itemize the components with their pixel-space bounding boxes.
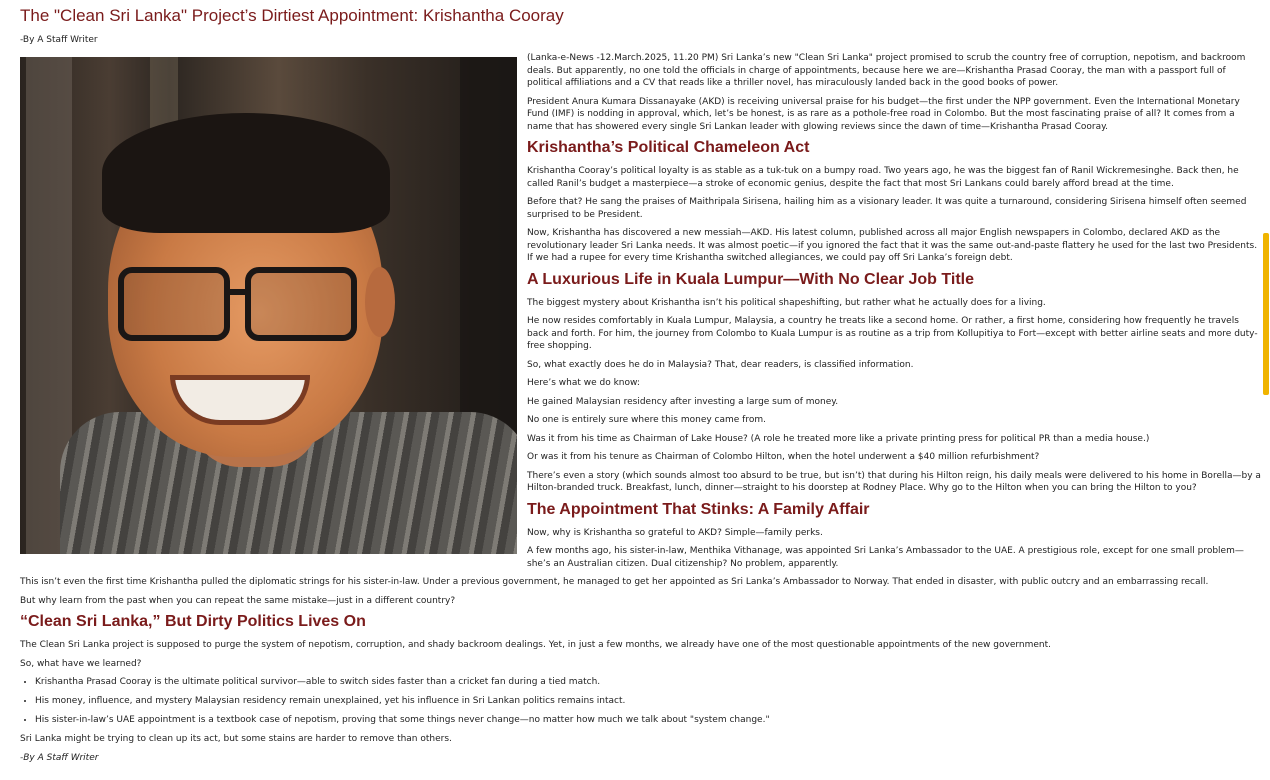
paragraph: Here’s what we do know: [527, 378, 640, 388]
paragraph: A few months ago, his sister-in-law, Menthika Vithanage, was appointed Sri Lanka’s Ambassador to the UAE. A prestigious role, except for one small problem—she’s an Australian citizen. Dual citizenship? No problem, apparently. [527, 546, 1244, 569]
paragraph: There’s even a story (which sounds almost too absurd to be true, but isn’t) that during his Hilton reign, his daily meals were delivered to his home in Borella—by a Hilton-branded truck. Breakfast, lunch, dinner—straight to his doorstep at Rodney Place. Why go to the Hilton when you can bring the Hilton to you? [527, 470, 1261, 493]
list-item: • His sister-in-law’s UAE appointment is a textbook case of nepotism, proving that some things never change—no matter how much we talk about "system change." [35, 714, 1262, 727]
paragraph: The Clean Sri Lanka project is supposed to purge the system of nepotism, corruption, and shady backroom dealings. Yet, in just a few months, we already have one of the most questionable appointments of the new government. [20, 640, 1052, 650]
author-photo [20, 57, 517, 554]
paragraph: But why learn from the past when you can repeat the same mistake—just in a different country? [20, 595, 456, 606]
paragraph: Now, Krishantha has discovered a new messiah—AKD. His latest column, published across all major English newspapers in Colombo, declared AKD as the revolutionary leader Sri Lanka needs. It was almost poetic—if you ignored the fact that it was the same out-and-paste flattery he used for the last two Presidents. If we had a rupee for every time Krishantha switched allegiances, we could pay off Sri Lanka’s foreign debt. [527, 228, 1258, 263]
section-heading: Krishantha’s Political Chameleon Act [527, 139, 810, 156]
paragraph: Or was it from his tenure as Chairman of Colombo Hilton, when the hotel underwent a $40 million refurbishment? [527, 452, 1040, 462]
list-item: • His money, influence, and mystery Malaysian residency remain unexplained, yet his influence in Sri Lankan politics remains intact. [35, 695, 1262, 708]
takeaways-list [20, 676, 1262, 727]
paragraph: Was it from his time as Chairman of Lake House? (A role he treated more like a private printing press for political PR than a media house.) [527, 433, 1150, 444]
section-heading: “Clean Sri Lanka,” But Dirty Politics Lives On [20, 613, 366, 630]
paragraph: Now, why is Krishantha so grateful to AKD? Simple—family perks. [527, 527, 823, 538]
closing-paragraph: Sri Lanka might be trying to clean up its act, but some stains are harder to remove than others. [20, 734, 452, 744]
list-item: • Krishantha Prasad Cooray is the ultimate political survivor—able to switch sides faster than a cricket fan during a tied match. [35, 676, 1262, 689]
end-byline: -By A Staff Writer [20, 752, 99, 763]
paragraph: He now resides comfortably in Kuala Lumpur, Malaysia, a country he treats like a second home. Or rather, a first home, considering how frequently he travels back and forth. For him, the journey from Colombo to Kuala Lumpur is as routine as a trip from Kollupitiya to Fort—except with better airline seats and more duty-free shopping. [527, 316, 1258, 351]
paragraph: He gained Malaysian residency after investing a large sum of money. [527, 396, 839, 407]
byline: -By A Staff Writer [20, 35, 98, 45]
paragraph: So, what exactly does he do in Malaysia? That, dear readers, is classified information. [527, 359, 914, 370]
section-heading: A Luxurious Life in Kuala Lumpur—With No Clear Job Title [527, 270, 974, 288]
article-title: The "Clean Sri Lanka" Project’s Dirtiest Appointment: Krishantha Cooray [20, 6, 564, 25]
paragraph: No one is entirely sure where this money came from. [527, 415, 766, 425]
paragraph: So, what have we learned? [20, 658, 142, 669]
scrollbar[interactable] [1262, 0, 1270, 780]
intro-paragraph: (Lanka-e-News -12.March.2025, 11.20 PM) Sri Lanka’s new "Clean Sri Lanka" project promised to scrub the country free of corruption, nepotism, and backroom deals. But apparently, no one told the officials in charge of appointments, because here we are—Krishantha Prasad Cooray, the man with a passport full of political affiliations and a CV that reads like a thriller novel, has miraculously landed back in the good books of power. [527, 53, 1246, 88]
section-heading: The Appointment That Stinks: A Family Affair [527, 500, 870, 518]
article [20, 6, 1262, 770]
paragraph: This isn’t even the first time Krishantha pulled the diplomatic strings for his sister-in-law. Under a previous government, he managed to get her appointed as Sri Lanka’s Ambassador to Norway. That ended in disaster, with public outcry and an embarrassing recall. [20, 577, 1209, 587]
paragraph: Krishantha Cooray’s political loyalty is as stable as a tuk-tuk on a bumpy road. Two years ago, he was the biggest fan of Ranil Wickremesinghe. Back then, he called Ranil’s budget a masterpiece—a stroke of economic genius, despite the fact that most Sri Lankans could barely afford bread at the time. [527, 166, 1239, 189]
paragraph: Before that? He sang the praises of Maithripala Sirisena, hailing him as a visionary leader. It was quite a turnaround, considering Sirisena himself often seemed surprised to be President. [527, 197, 1247, 220]
intro-paragraph: President Anura Kumara Dissanayake (AKD) is receiving universal praise for his budget—the first under the NPP government. Even the International Monetary Fund (IMF) is nodding in approval, which, let’s be honest, is as rare as a pothole-free road in Colombo. But the most fascinating praise of all? It comes from a name that has showered every single Sri Lankan leader with glowing reviews since the dawn of time—Krishantha Prasad Cooray. [527, 96, 1240, 132]
scrollbar-thumb[interactable] [1263, 233, 1269, 395]
paragraph: The biggest mystery about Krishantha isn’t his political shapeshifting, but rather what he actually does for a living. [527, 297, 1046, 308]
